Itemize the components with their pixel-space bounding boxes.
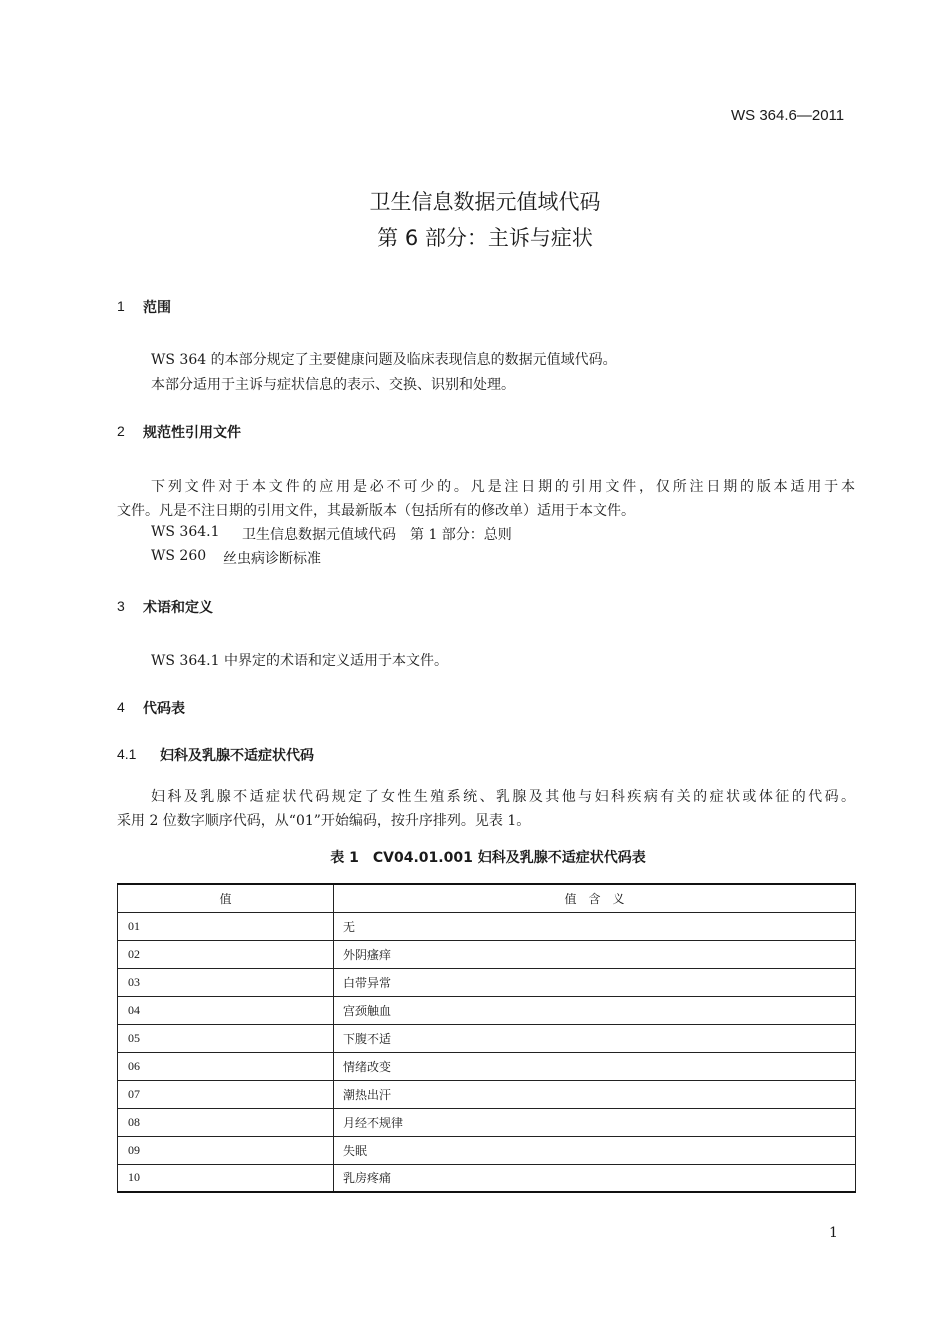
section-4-heading: 代码表	[143, 701, 185, 717]
section-2-paragraph: 下列文件对于本文件的应用是必不可少的。凡是注日期的引用文件，仅所注日期的版本适用于本	[151, 479, 855, 495]
code-cell: 08	[118, 1108, 334, 1136]
subsection-4-1-paragraph: 妇科及乳腺不适症状代码规定了女性生殖系统、乳腺及其他与妇科疾病有关的症状或体征的代码。	[151, 789, 855, 805]
code-cell: 06	[118, 1052, 334, 1080]
meaning-cell: 外阴瘙痒	[334, 940, 856, 968]
table-caption: 表 1 CV04.01.001 妇科及乳腺不适症状代码表	[330, 850, 646, 866]
table-row	[118, 912, 856, 940]
page-number: 1	[829, 1225, 838, 1241]
section-1-paragraph: WS 364 的本部分规定了主要健康问题及临床表现信息的数据元值域代码。	[151, 352, 617, 368]
meaning-cell: 宫颈触血	[334, 996, 856, 1024]
section-3-paragraph: WS 364.1 中界定的术语和定义适用于本文件。	[151, 653, 448, 669]
code-cell: 02	[118, 940, 334, 968]
table-row	[118, 1080, 856, 1108]
table-header-row	[118, 884, 856, 912]
code-table	[117, 883, 856, 1193]
table-row	[118, 1024, 856, 1052]
meaning-cell: 下腹不适	[334, 1024, 856, 1052]
meaning-cell: 无	[334, 912, 856, 940]
table-row	[118, 968, 856, 996]
code-cell: 10	[118, 1164, 334, 1192]
document-subtitle: 第 6 部分：主诉与症状	[377, 226, 593, 250]
table-row	[118, 1108, 856, 1136]
section-1-heading: 范围	[143, 300, 171, 316]
section-3-number: 3	[117, 598, 125, 614]
section-1-paragraph: 本部分适用于主诉与症状信息的表示、交换、识别和处理。	[151, 377, 515, 393]
section-4-number: 4	[117, 699, 125, 715]
meaning-cell: 失眠	[334, 1136, 856, 1164]
meaning-cell: 情绪改变	[334, 1052, 856, 1080]
document-title: 卫生信息数据元值域代码	[369, 190, 601, 214]
table-row	[118, 1136, 856, 1164]
reference-code: WS 260	[151, 548, 207, 564]
code-cell: 04	[118, 996, 334, 1024]
table-row	[118, 996, 856, 1024]
section-2-paragraph: 文件。凡是不注日期的引用文件，其最新版本（包括所有的修改单）适用于本文件。	[117, 503, 635, 519]
meaning-cell: 乳房疼痛	[334, 1164, 856, 1192]
code-cell: 03	[118, 968, 334, 996]
section-1-number: 1	[117, 298, 125, 314]
code-cell: 01	[118, 912, 334, 940]
reference-title: 丝虫病诊断标准	[223, 551, 321, 567]
meaning-cell: 月经不规律	[334, 1108, 856, 1136]
code-cell: 05	[118, 1024, 334, 1052]
meaning-cell: 潮热出汗	[334, 1080, 856, 1108]
section-3-heading: 术语和定义	[143, 600, 213, 616]
code-cell: 07	[118, 1080, 334, 1108]
table-row	[118, 1052, 856, 1080]
subsection-4-1-number: 4.1	[117, 746, 137, 762]
subsection-4-1-paragraph: 采用 2 位数字顺序代码，从“01”开始编码，按升序排列。见表 1。	[117, 813, 531, 829]
section-2-number: 2	[117, 423, 125, 439]
reference-title: 卫生信息数据元值域代码 第 1 部分：总则	[242, 527, 512, 543]
table-row	[118, 940, 856, 968]
code-cell: 09	[118, 1136, 334, 1164]
subsection-4-1-heading: 妇科及乳腺不适症状代码	[160, 748, 314, 764]
table-row	[118, 1164, 856, 1192]
section-2-heading: 规范性引用文件	[143, 425, 241, 441]
column-header-value: 值	[118, 884, 334, 912]
standard-number: WS 364.6—2011	[731, 107, 845, 124]
column-header-meaning: 值 含 义	[334, 884, 856, 912]
meaning-cell: 白带异常	[334, 968, 856, 996]
reference-code: WS 364.1	[151, 524, 220, 540]
